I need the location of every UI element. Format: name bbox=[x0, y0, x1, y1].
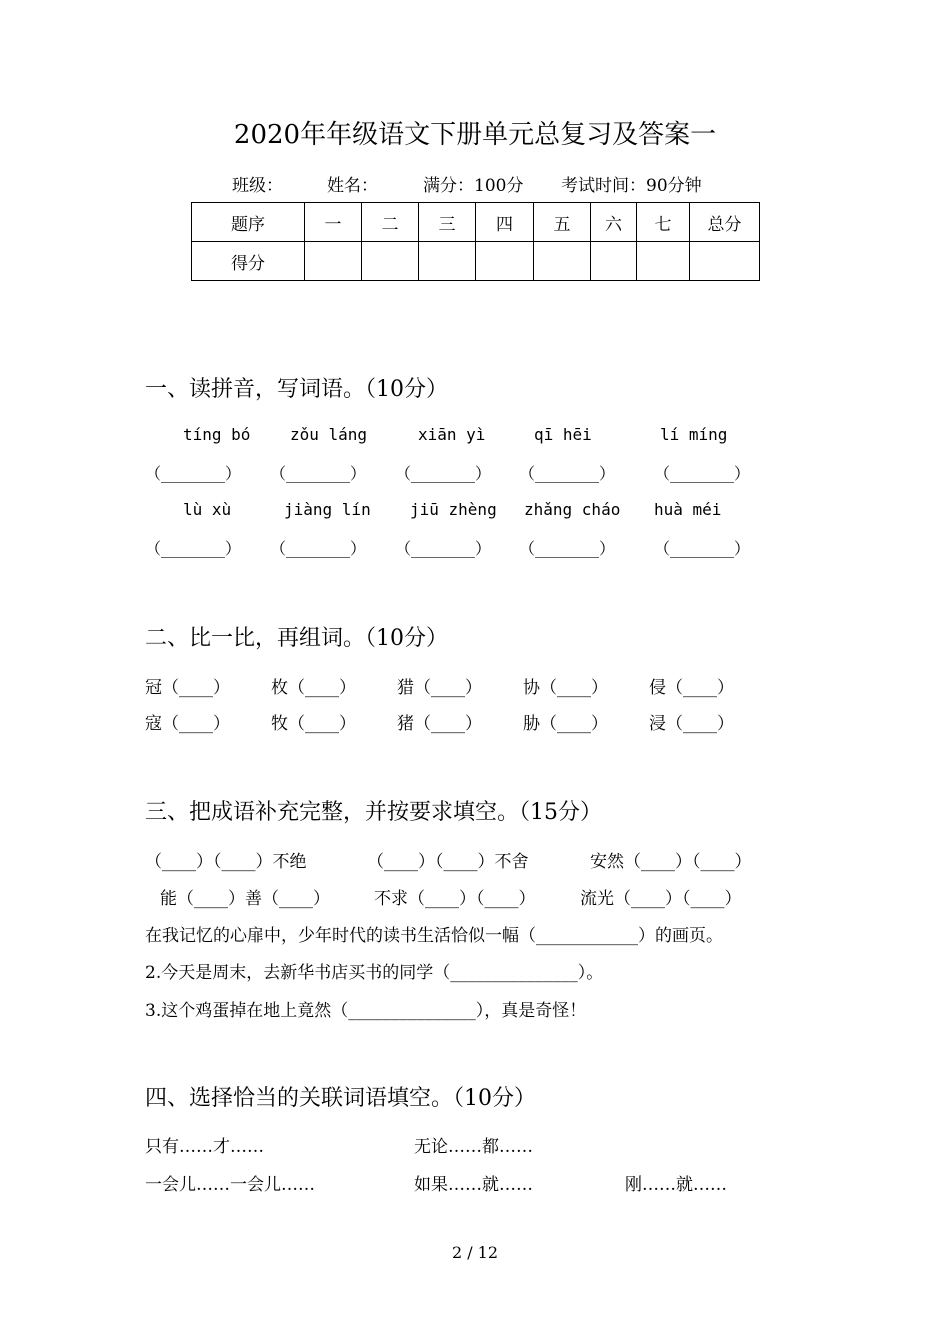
idiom-item[interactable]: （____）（____）不绝 bbox=[145, 852, 307, 872]
header-cell: 五 bbox=[534, 203, 591, 242]
compare-item[interactable]: 寇（____） bbox=[145, 714, 230, 734]
conjunction-option: 刚……就…… bbox=[625, 1175, 727, 1195]
page-number: 2 / 12 bbox=[451, 1243, 499, 1262]
answer-blank[interactable]: （________） bbox=[654, 539, 751, 558]
answer-blank[interactable]: （________） bbox=[519, 464, 616, 483]
exam-time-label: 考试时间：90分钟 bbox=[561, 176, 702, 196]
pinyin: tíng bó bbox=[183, 425, 251, 444]
page-title: 2020年年级语文下册单元总复习及答案一 bbox=[233, 120, 717, 150]
pinyin: zǒu láng bbox=[290, 425, 368, 444]
idiom-item[interactable]: 能（____）善（____） bbox=[160, 889, 330, 909]
fill-sentence-3[interactable]: 3.这个鸡蛋掉在地上竟然（_______________），真是奇怪！ bbox=[145, 1001, 587, 1021]
score-cell bbox=[637, 242, 690, 281]
compare-item[interactable]: 猎（____） bbox=[397, 678, 482, 698]
fill-sentence-1[interactable]: 在我记忆的心扉中，少年时代的读书生活恰似一幅（____________）的画页。 bbox=[145, 926, 723, 946]
score-cell bbox=[419, 242, 476, 281]
score-cell bbox=[362, 242, 419, 281]
score-cell bbox=[690, 242, 760, 281]
header-cell: 一 bbox=[305, 203, 362, 242]
score-cell bbox=[305, 242, 362, 281]
compare-item[interactable]: 牧（____） bbox=[271, 714, 356, 734]
compare-item[interactable]: 协（____） bbox=[523, 678, 608, 698]
pinyin: qī hēi bbox=[534, 425, 592, 444]
section-4-title: 四、选择恰当的关联词语填空。（10分） bbox=[145, 1086, 536, 1111]
class-label: 班级： bbox=[232, 176, 283, 196]
name-label: 姓名： bbox=[327, 176, 378, 196]
compare-item[interactable]: 胁（____） bbox=[523, 714, 608, 734]
score-table bbox=[191, 202, 760, 281]
pinyin: lí míng bbox=[660, 425, 728, 444]
header-cell: 六 bbox=[591, 203, 637, 242]
row-label-cell: 得分 bbox=[192, 242, 305, 281]
answer-blank[interactable]: （________） bbox=[270, 464, 367, 483]
score-table-header-row bbox=[192, 203, 760, 242]
header-cell: 二 bbox=[362, 203, 419, 242]
fill-sentence-2[interactable]: 2.今天是周末，去新华书店买书的同学（_______________）。 bbox=[145, 963, 604, 983]
compare-item[interactable]: 侵（____） bbox=[649, 678, 734, 698]
compare-item[interactable]: 浸（____） bbox=[649, 714, 734, 734]
idiom-item[interactable]: （____）（____）不舍 bbox=[367, 852, 529, 872]
pinyin: jiàng lín bbox=[284, 500, 371, 519]
header-cell: 七 bbox=[637, 203, 690, 242]
compare-item[interactable]: 猪（____） bbox=[397, 714, 482, 734]
answer-blank[interactable]: （________） bbox=[145, 539, 242, 558]
header-cell: 四 bbox=[476, 203, 534, 242]
pinyin: jiū zhèng bbox=[410, 500, 497, 519]
pinyin: huà méi bbox=[654, 500, 722, 519]
header-cell: 三 bbox=[419, 203, 476, 242]
answer-blank[interactable]: （________） bbox=[145, 464, 242, 483]
section-2-title: 二、比一比，再组词。（10分） bbox=[145, 626, 448, 651]
conjunction-option: 如果……就…… bbox=[414, 1175, 533, 1195]
answer-blank[interactable]: （________） bbox=[519, 539, 616, 558]
score-table-score-row bbox=[192, 242, 760, 281]
idiom-item[interactable]: 不求（____）（____） bbox=[374, 889, 536, 909]
section-1-title: 一、读拼音，写词语。（10分） bbox=[145, 377, 448, 402]
header-cell: 题序 bbox=[192, 203, 305, 242]
score-cell bbox=[591, 242, 637, 281]
answer-blank[interactable]: （________） bbox=[395, 464, 492, 483]
header-cell: 总分 bbox=[690, 203, 760, 242]
conjunction-option: 只有……才…… bbox=[145, 1137, 264, 1157]
score-cell bbox=[534, 242, 591, 281]
full-score-label: 满分：100分 bbox=[423, 176, 524, 196]
pinyin: xiān yì bbox=[418, 425, 486, 444]
conjunction-option: 无论……都…… bbox=[414, 1137, 533, 1157]
section-3-title: 三、把成语补充完整，并按要求填空。（15分） bbox=[145, 800, 602, 825]
answer-blank[interactable]: （________） bbox=[270, 539, 367, 558]
pinyin: lù xù bbox=[183, 500, 232, 519]
compare-item[interactable]: 冠（____） bbox=[145, 678, 230, 698]
conjunction-option: 一会儿……一会儿…… bbox=[145, 1175, 315, 1195]
idiom-item[interactable]: 安然（____）（____） bbox=[590, 852, 752, 872]
answer-blank[interactable]: （________） bbox=[654, 464, 751, 483]
compare-item[interactable]: 枚（____） bbox=[271, 678, 356, 698]
answer-blank[interactable]: （________） bbox=[395, 539, 492, 558]
score-cell bbox=[476, 242, 534, 281]
pinyin: zhǎng cháo bbox=[524, 500, 621, 519]
idiom-item[interactable]: 流光（____）（____） bbox=[580, 889, 742, 909]
